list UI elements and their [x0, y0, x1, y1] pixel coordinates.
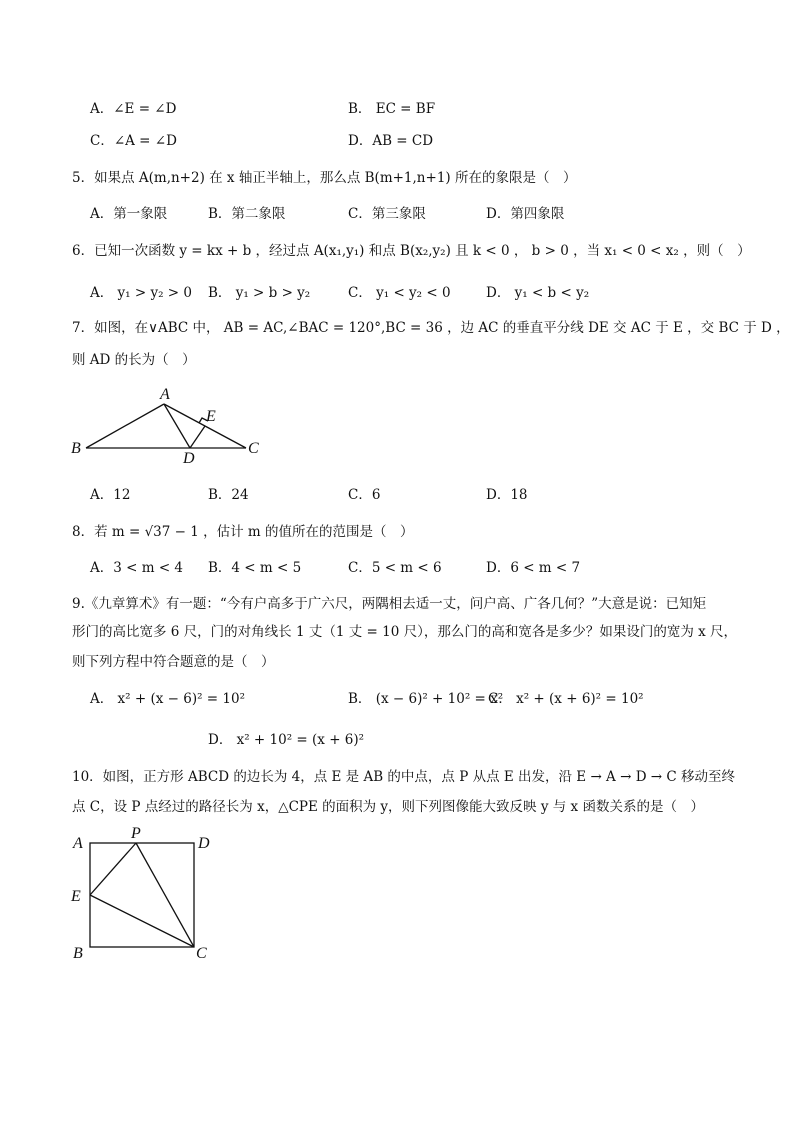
q4-option-d: D．AB = CD	[348, 133, 434, 149]
q9-option-d: D． x² + 10² = (x + 6)²	[208, 732, 365, 748]
q10-segment-pc	[136, 843, 194, 947]
q10-segment-ep	[90, 843, 136, 895]
q9-option-a: A． x² + (x − 6)² = 10²	[90, 691, 245, 707]
q4-option-b: B． EC = BF	[348, 101, 436, 117]
q7-option-a: A．12	[90, 487, 131, 503]
q10-square-abcd	[90, 843, 194, 947]
q6-stem: 6．已知一次函数 y = kx + b ，经过点 A(x₁,y₁) 和点 B(x₂,y₂) 且 k < 0 ， b > 0 ，当 x₁ < 0 < x₂ ，则（ ）	[72, 243, 751, 259]
q8-stem: 8．若 m = √37 − 1 ，估计 m 的值所在的范围是（ ）	[72, 524, 414, 540]
q8-option-a: A．3 < m < 4	[90, 560, 184, 576]
q7-option-b: B．24	[208, 487, 249, 503]
q8-option-d: D．6 < m < 7	[486, 560, 581, 576]
q6-option-a: A． y₁ > y₂ > 0	[90, 285, 192, 301]
q5-stem: 5．如果点 A(m,n+2) 在 x 轴正半轴上，那么点 B(m+1,n+1) 所在的象限是（ ）	[72, 170, 577, 186]
q7-option-c: C．6	[348, 487, 381, 503]
q7-label-c: C	[248, 440, 259, 457]
q10-stem-line2: 点 C，设 P 点经过的路径长为 x，△CPE 的面积为 y，则下列图像能大致反映 y 与 x 函数关系的是（ ）	[72, 799, 704, 815]
q8-option-b: B．4 < m < 5	[208, 560, 302, 576]
q4-option-a: A．∠E = ∠D	[90, 101, 177, 117]
q7-triangle-figure	[68, 384, 268, 464]
q10-label-d: D	[198, 835, 210, 852]
q7-segment-ab	[86, 404, 164, 448]
q9-option-b: B． (x − 6)² + 10² = x²	[348, 691, 504, 707]
q9-option-c: C． x² + (x + 6)² = 10²	[488, 691, 644, 707]
q10-square-figure	[68, 825, 228, 965]
q7-label-b: B	[71, 440, 81, 457]
q5-option-b: B．第二象限	[208, 206, 286, 222]
q9-stem-line2: 形门的高比宽多 6 尺，门的对角线长 1 丈（1 丈 = 10 尺），那么门的高和宽各是多少？如果设门的宽为 x 尺，	[72, 624, 738, 640]
q10-stem-line1: 10．如图，正方形 ABCD 的边长为 4，点 E 是 AB 的中点，点 P 从点 E 出发，沿 E → A → D → C 移动至终	[72, 769, 736, 785]
q10-label-a: A	[73, 835, 83, 852]
q7-label-d: D	[183, 450, 195, 464]
q9-stem-line3: 则下列方程中符合题意的是（ ）	[72, 654, 275, 670]
q6-option-b: B． y₁ > b > y₂	[208, 285, 311, 301]
q5-option-c: C．第三象限	[348, 206, 426, 222]
q10-label-c: C	[196, 945, 207, 962]
q10-label-e: E	[71, 888, 81, 905]
q10-label-b: B	[73, 945, 83, 962]
q7-stem-line2: 则 AD 的长为（ ）	[72, 352, 196, 368]
q6-option-d: D． y₁ < b < y₂	[486, 285, 590, 301]
q4-option-c: C．∠A = ∠D	[90, 133, 177, 149]
q6-option-c: C． y₁ < y₂ < 0	[348, 285, 451, 301]
q7-label-e: E	[206, 408, 216, 425]
q5-option-d: D．第四象限	[486, 206, 565, 222]
q7-label-a: A	[160, 386, 170, 403]
q10-segment-ec	[90, 895, 194, 947]
q7-option-d: D．18	[486, 487, 528, 503]
q10-label-p: P	[131, 825, 141, 842]
q9-stem-line1: 9.《九章算术》有一题：“今有户高多于广六尺，两隅相去适一丈，问户高、广各几何？”大意是说：已知矩	[72, 596, 707, 612]
q7-stem-line1: 7．如图，在∨ABC 中， AB = AC,∠BAC = 120°,BC = 36 ，边 AC 的垂直平分线 DE 交 AC 于 E ，交 BC 于 D ，	[72, 320, 790, 336]
q7-segment-de	[190, 426, 205, 448]
q5-option-a: A．第一象限	[90, 206, 168, 222]
q8-option-c: C．5 < m < 6	[348, 560, 442, 576]
